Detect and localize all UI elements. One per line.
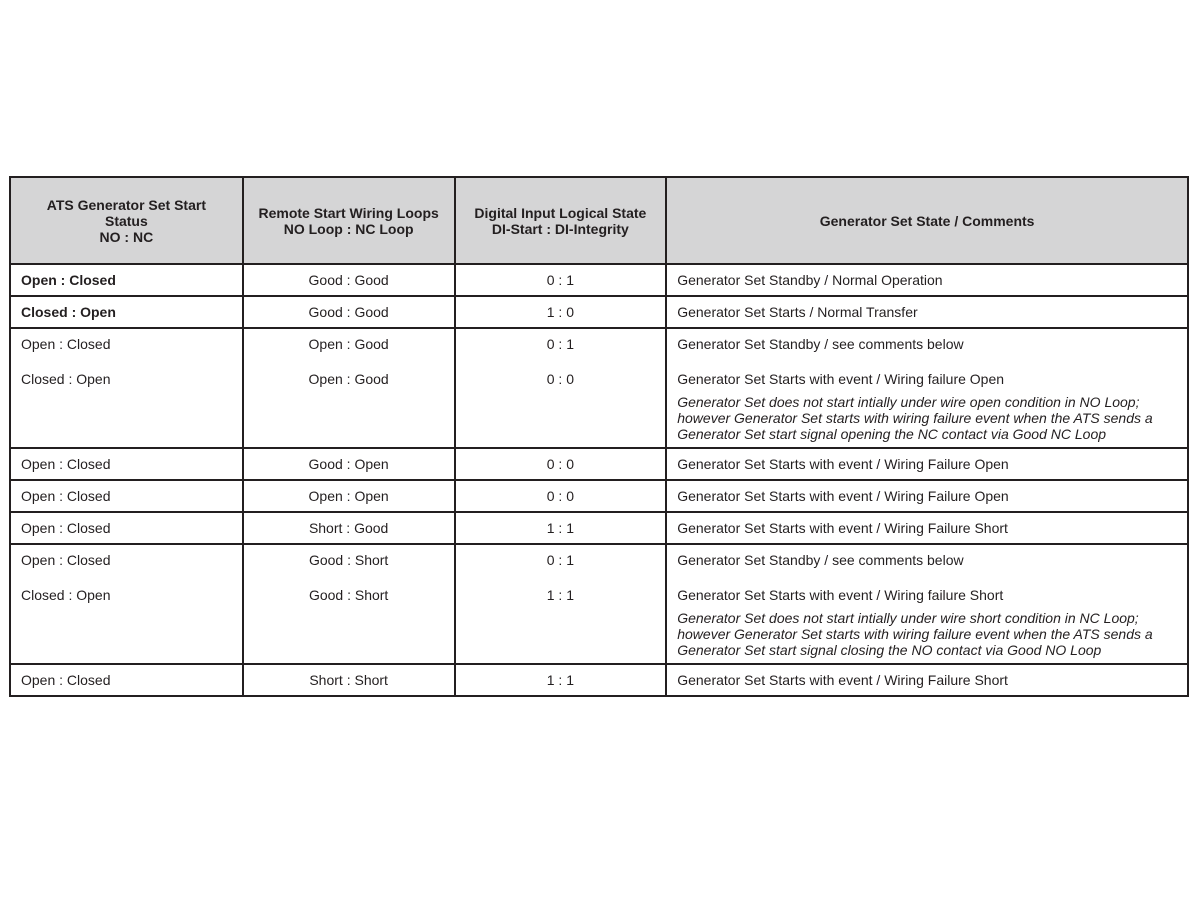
comments-cell <box>666 664 1188 696</box>
digital-input-cell <box>455 544 667 664</box>
cell-text: Closed : Open <box>21 371 111 387</box>
cell-text: Short : Short <box>309 672 388 688</box>
cell-text: Open : Closed <box>21 272 116 288</box>
wiring-loops-cell <box>243 448 455 480</box>
comment-line: Generator Set does not start intially under wire short condition in NC Loop; <box>677 610 1139 626</box>
cell-text: Good : Good <box>308 272 389 288</box>
comment-line: however Generator Set starts with wiring failure event when the ATS sends a <box>677 410 1153 426</box>
header-line: DI-Start : DI-Integrity <box>491 220 629 237</box>
comments-cell <box>666 480 1188 512</box>
cell-text: Closed : Open <box>21 587 111 603</box>
ats-status-cell <box>10 264 243 296</box>
cell-text: Good : Good <box>308 304 389 320</box>
cell-text: 0 : 0 <box>546 456 574 472</box>
cell-text: Generator Set Starts with event / Wiring Failure Open <box>677 456 1009 472</box>
header-digital-input <box>455 177 667 264</box>
header-ats-status <box>10 177 243 264</box>
wiring-loops-cell <box>243 544 455 664</box>
generator-start-table <box>9 176 1189 697</box>
table-row <box>10 264 1188 296</box>
wiring-loops-cell <box>243 480 455 512</box>
comments-cell <box>666 328 1188 448</box>
cell-text: Open : Closed <box>21 520 111 536</box>
table-row <box>10 328 1188 448</box>
cell-text: 0 : 1 <box>546 552 574 568</box>
cell-text: Good : Open <box>308 456 389 472</box>
digital-input-cell <box>455 448 667 480</box>
header-wiring-loops <box>243 177 455 264</box>
digital-input-cell <box>455 264 667 296</box>
ats-status-cell <box>10 544 243 664</box>
cell-text: Open : Good <box>308 371 389 387</box>
cell-text: Generator Set Starts with event / Wiring Failure Short <box>677 520 1008 536</box>
wiring-loops-cell <box>243 296 455 328</box>
wiring-loops-cell <box>243 264 455 296</box>
header-line: NO Loop : NC Loop <box>283 220 414 237</box>
comments-cell <box>666 296 1188 328</box>
header-line: Digital Input Logical State <box>474 204 647 221</box>
cell-text: Good : Short <box>308 552 389 568</box>
table-row <box>10 448 1188 480</box>
cell-text: 0 : 0 <box>546 488 574 504</box>
digital-input-cell <box>455 296 667 328</box>
comments-cell <box>666 544 1188 664</box>
ats-status-cell <box>10 448 243 480</box>
cell-text: Generator Set Starts with event / Wiring Failure Short <box>677 672 1008 688</box>
ats-status-cell <box>10 512 243 544</box>
comments-cell <box>666 448 1188 480</box>
cell-text: Short : Good <box>308 520 389 536</box>
cell-text: Open : Closed <box>21 488 111 504</box>
digital-input-cell <box>455 664 667 696</box>
cell-text: Generator Set Starts with event / Wiring failure Open <box>677 371 1005 387</box>
cell-text: 0 : 0 <box>546 371 574 387</box>
comment-line: Generator Set start signal closing the NO contact via Good NO Loop <box>677 642 1102 658</box>
cell-text: Generator Set Standby / Normal Operation <box>677 272 943 288</box>
table-row <box>10 296 1188 328</box>
cell-text: Open : Good <box>308 336 389 352</box>
cell-text: Open : Closed <box>21 456 111 472</box>
table-body <box>10 264 1188 696</box>
cell-text: Generator Set Starts with event / Wiring Failure Open <box>677 488 1009 504</box>
digital-input-cell <box>455 480 667 512</box>
ats-status-cell <box>10 296 243 328</box>
cell-text: Open : Closed <box>21 552 111 568</box>
cell-text: 1 : 1 <box>546 672 574 688</box>
cell-text: Generator Set Standby / see comments below <box>677 552 964 568</box>
comments-cell <box>666 264 1188 296</box>
cell-text: Open : Closed <box>21 336 111 352</box>
ats-status-cell <box>10 664 243 696</box>
header-line: Generator Set State / Comments <box>819 212 1035 229</box>
table-row <box>10 480 1188 512</box>
cell-text: 0 : 1 <box>546 272 574 288</box>
cell-text: Good : Short <box>308 587 389 603</box>
digital-input-cell <box>455 328 667 448</box>
header-comments <box>666 177 1188 264</box>
header-line: ATS Generator Set Start <box>46 196 206 213</box>
table-row <box>10 544 1188 664</box>
cell-text: Generator Set Standby / see comments below <box>677 336 964 352</box>
cell-text: Open : Open <box>308 488 389 504</box>
comment-line: Generator Set start signal opening the NC contact via Good NC Loop <box>677 426 1107 442</box>
cell-text: 1 : 1 <box>546 520 574 536</box>
cell-text: Closed : Open <box>21 304 116 320</box>
wiring-loops-cell <box>243 328 455 448</box>
header-line: Status <box>104 212 148 229</box>
cell-text: Open : Closed <box>21 672 111 688</box>
table-row <box>10 664 1188 696</box>
cell-text: 0 : 1 <box>546 336 574 352</box>
wiring-loops-cell <box>243 664 455 696</box>
header-line: Remote Start Wiring Loops <box>258 204 439 221</box>
table-row <box>10 512 1188 544</box>
cell-text: Generator Set Starts with event / Wiring failure Short <box>677 587 1004 603</box>
header-line: NO : NC <box>99 228 154 245</box>
comment-line: Generator Set does not start intially under wire open condition in NO Loop; <box>677 394 1140 410</box>
digital-input-cell <box>455 512 667 544</box>
header-row <box>10 177 1188 264</box>
ats-status-cell <box>10 328 243 448</box>
cell-text: 1 : 0 <box>546 304 574 320</box>
wiring-loops-cell <box>243 512 455 544</box>
comment-note <box>667 610 1187 663</box>
comment-note <box>667 394 1187 447</box>
cell-text: 1 : 1 <box>546 587 574 603</box>
cell-text: Generator Set Starts / Normal Transfer <box>677 304 918 320</box>
ats-status-cell <box>10 480 243 512</box>
comment-line: however Generator Set starts with wiring failure event when the ATS sends a <box>677 626 1153 642</box>
comments-cell <box>666 512 1188 544</box>
